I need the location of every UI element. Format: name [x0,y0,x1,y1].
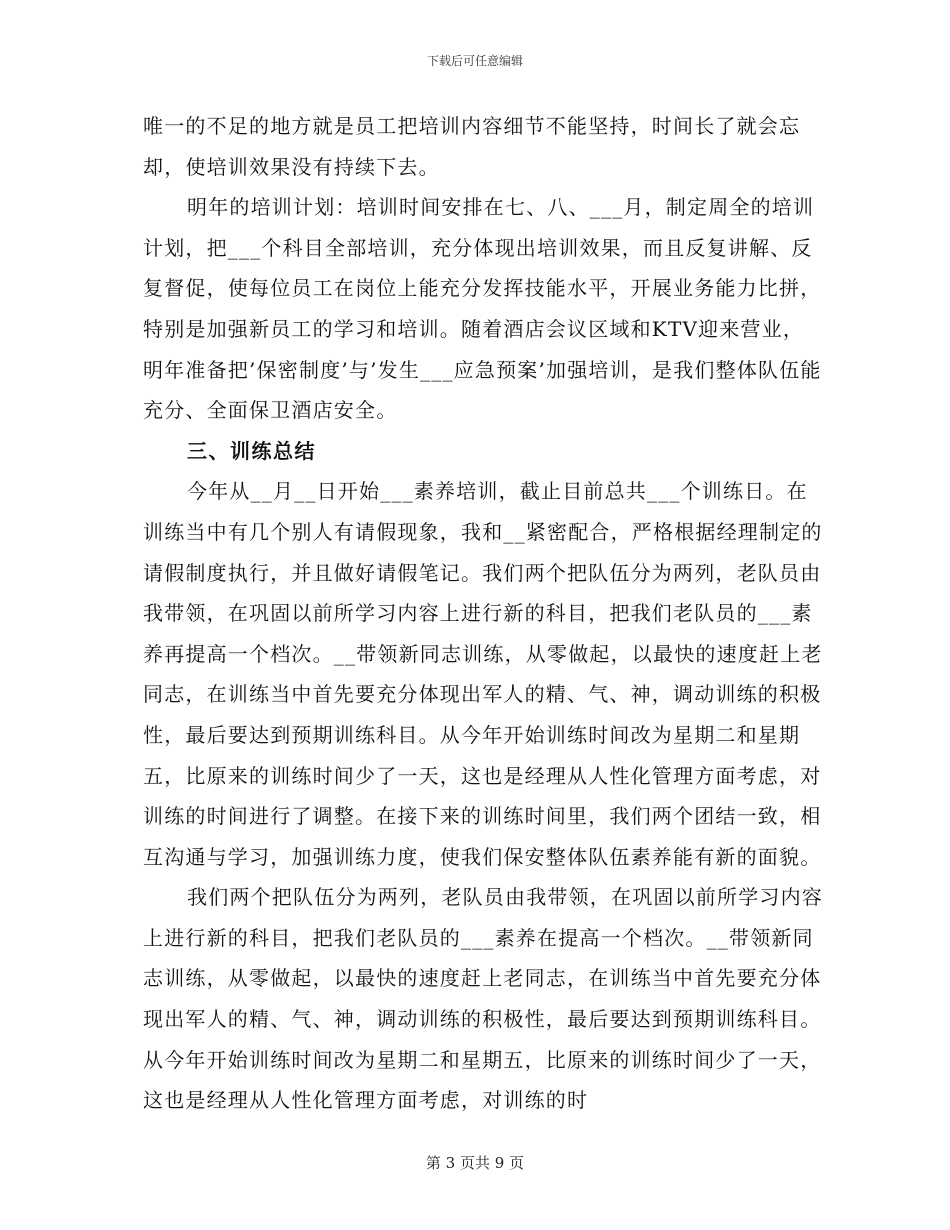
page-number: 第 3 页共 9 页 [425,1154,525,1172]
paragraph-training-plan: 明年的培训计划：培训时间安排在七、八、___月，制定周全的培训计划，把___个科目全部培训，充分体现出培训效果，而且反复讲解、反复督促，使每位员工在岗位上能充分发挥技能水平，开展业务能力比拼，特别是加强新员工的学习和培训。随着酒店会议区域和KTV迎来营业，明年准备把’保密制度’与’发生___应急预案’加强培训，是我们整体队伍能充分、全面保卫酒店安全。 [143,195,822,423]
document-body [143,106,823,1121]
section-heading: 三、训练总结 [187,438,316,463]
paragraph-training-summary: 今年从__月__日开始___素养培训，截止目前总共___个训练日。在训练当中有几个别人有请假现象，我和__紧密配合，严格根据经理制定的请假制度执行，并且做好请假笔记。我们两个把队伍分为两列，老队员由我带领，在巩固以前所学习内容上进行新的科目，把我们老队员的___素养再提高一个档次。__带领新同志训练，从零做起，以最快的速度赶上老同志，在训练当中首先要充分体现出军人的精、气、神，调动训练的积极性，最后要达到预期训练科目。从今年开始训练时间改为星期二和星期五，比原来的训练时间少了一天，这也是经理从人性化管理方面考虑，对训练的时间进行了调整。在接下来的训练时间里，我们两个团结一致，相互沟通与学习，加强训练力度，使我们保安整体队伍素养能有新的面貌。 [143,479,823,869]
paragraph-team-division: 我们两个把队伍分为两列，老队员由我带领，在巩固以前所学习内容上进行新的科目，把我们老队员的___素养在提高一个档次。__带领新同志训练，从零做起，以最快的速度赶上老同志，在训练当中首先要充分体现出军人的精、气、神，调动训练的积极性，最后要达到预期训练科目。从今年开始训练时间改为星期二和星期五，比原来的训练时间少了一天，这也是经理从人性化管理方面考虑，对训练的时 [143,885,823,1113]
page-header: 下载后可任意编辑 [426,54,523,68]
paragraph-continuation: 唯一的不足的地方就是员工把培训内容细节不能坚持，时间长了就会忘却，使培训效果没有持续下去。 [143,114,801,179]
